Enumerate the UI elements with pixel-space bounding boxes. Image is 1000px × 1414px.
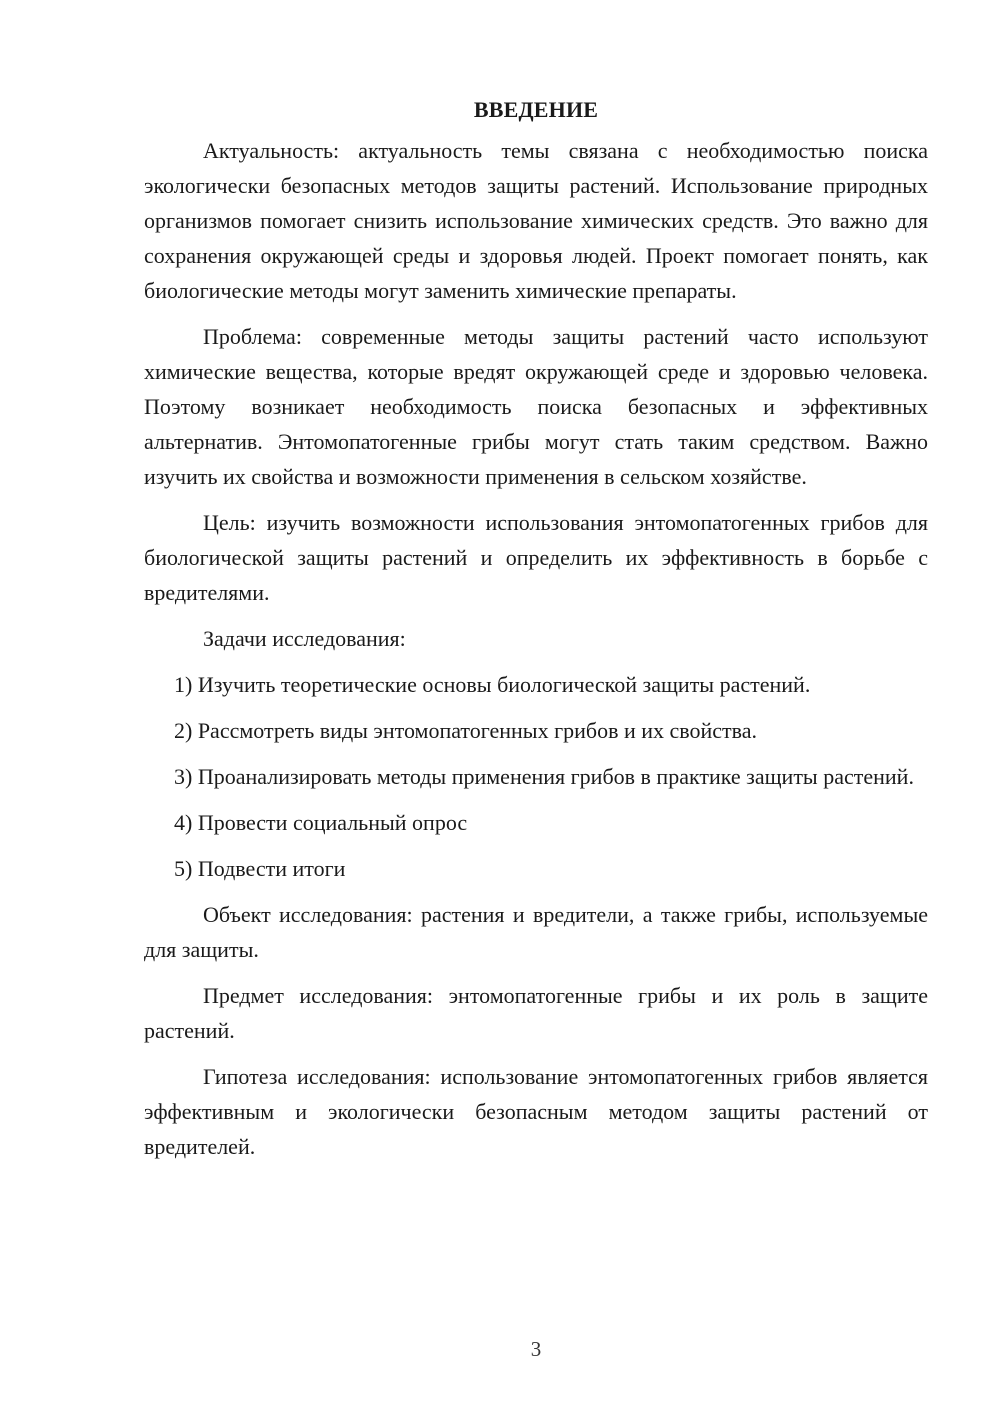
task-item-3: 3) Проанализировать методы применения грибов в практике защиты растений. <box>174 764 914 789</box>
paragraph-subject: Предмет исследования: энтомопатогенные грибы и их роль в защите растений. <box>144 983 928 1043</box>
section-title: ВВЕДЕНИЕ <box>473 97 599 122</box>
page-number: 3 <box>530 1337 542 1361</box>
document-page <box>144 92 928 1164</box>
paragraph-relevance: Актуальность: актуальность темы связана с необходимостью поиска экологически безопасных методов защиты растений. Использование природных организмов помогает снизить использование химических средств. Это важно для сохранения окружающей среды и здоровья людей. Проект помогает понять, как биологические методы могут заменить химические препараты. <box>144 138 928 303</box>
paragraph-goal: Цель: изучить возможности использования энтомопатогенных грибов для биологической защиты растений и определить их эффективность в борьбе с вредителями. <box>144 510 928 605</box>
paragraph-problem: Проблема: современные методы защиты растений часто используют химические вещества, которые вредят окружающей среде и здоровью человека. Поэтому возникает необходимость поиска безопасных и эффективных альтернатив. Энтомопатогенные грибы могут стать таким средством. Важно изучить их свойства и возможности применения в сельском хозяйстве. <box>144 324 928 489</box>
task-item-5: 5) Подвести итоги <box>174 856 346 881</box>
task-item-1: 1) Изучить теоретические основы биологической защиты растений. <box>174 672 811 697</box>
paragraph-tasks-heading: Задачи исследования: <box>203 626 406 651</box>
task-item-4: 4) Провести социальный опрос <box>174 810 468 835</box>
task-item-2: 2) Рассмотреть виды энтомопатогенных грибов и их свойства. <box>174 718 758 743</box>
paragraph-object: Объект исследования: растения и вредители, а также грибы, используемые для защиты. <box>144 902 928 962</box>
paragraph-hypothesis: Гипотеза исследования: использование энтомопатогенных грибов является эффективным и экологически безопасным методом защиты растений от вредителей. <box>144 1064 928 1159</box>
